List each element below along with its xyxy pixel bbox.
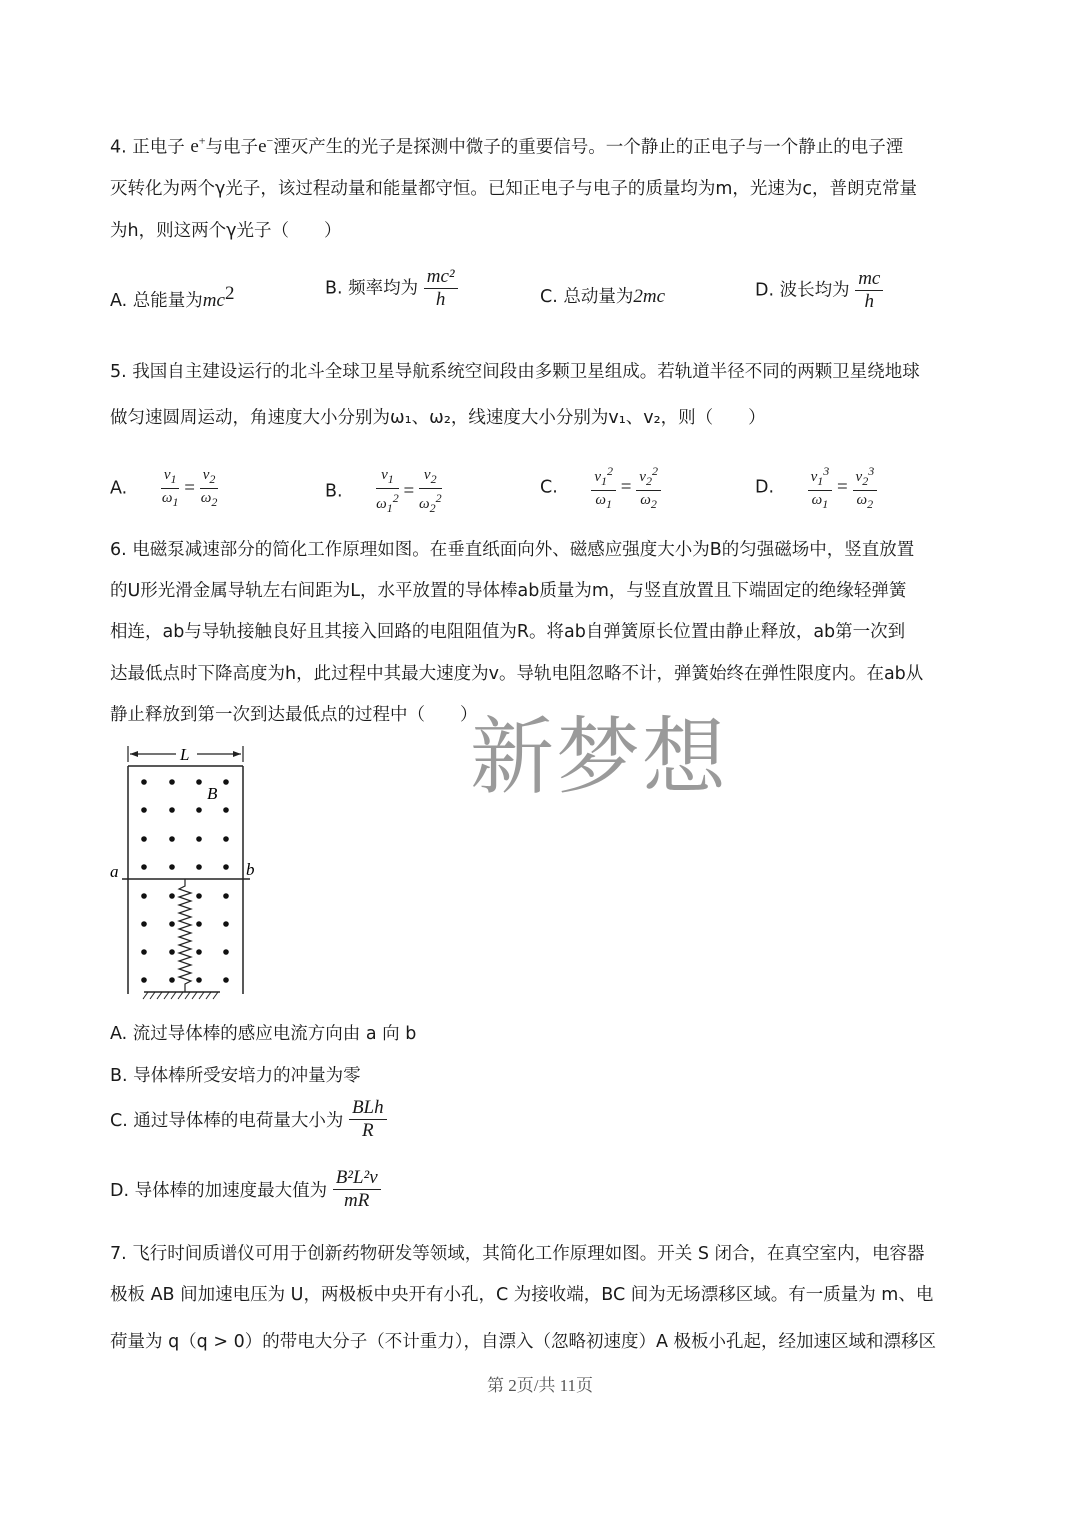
positron-symbol: e+ xyxy=(190,134,206,158)
q6-line1: 6. 电磁泵减速部分的简化工作原理如图。在垂直纸面向外、磁感应强度大小为B的匀强磁场中，竖直放置 xyxy=(110,540,915,560)
q4-line1: 4. 正电子 e+与电子e−湮灭产生的光子是探测中微子的重要信号。一个静止的正电子与一个静止的电子湮 xyxy=(110,134,904,158)
q6-line2: 的U形光滑金属导轨左右间距为L，水平放置的导体棒ab质量为m，与竖直放置且下端固定的绝缘轻弹簧 xyxy=(110,581,907,601)
q5-option-b: B. $\frac{v_1}{\omega_1^2}$ = $\frac{v_2}{\omega_2^2}$ xyxy=(325,467,442,515)
q7-line3: 荷量为 q（q > 0）的带电大分子（不计重力），自漂入（忽略初速度）A 极板小孔起，经加速区域和漂移区 xyxy=(110,1332,936,1352)
q4-option-d: D. 波长均为 $\frac{mc}{h}$ xyxy=(755,268,883,313)
label-field-b: B xyxy=(207,784,218,803)
label-b: b xyxy=(246,860,255,879)
q7-line2: 极板 AB 间加速电压为 U，两极板中央开有小孔，C 为接收端，BC 间为无场漂移区域。有一质量为 m、电 xyxy=(110,1285,934,1305)
q5-option-c: C. $\frac{v_1^2}{\omega_1}$ = $\frac{v_2^2}{\omega_2}$ xyxy=(540,462,661,513)
q4-option-c: C. 总动量为2mc xyxy=(540,286,666,307)
q5-line1: 5. 我国自主建设运行的北斗全球卫星导航系统空间段由多颗卫星组成。若轨道半径不同的两颗卫星绕地球 xyxy=(110,362,920,382)
q5-line2: 做匀速圆周运动，角速度大小分别为ω₁、ω₂，线速度大小分别为v₁、v₂，则（ ） xyxy=(110,408,766,428)
q4-option-b: B. 频率均为 $\frac{\text{mc²}}{h}$ xyxy=(325,266,458,311)
q6-option-c: C. 通过导体棒的电荷量大小为 $\frac{\text{BLh}}{R}$ xyxy=(110,1097,387,1142)
q6-line4: 达最低点时下降高度为h，此过程中其最大速度为v。导轨电阻忽略不计，弹簧始终在弹性限度内。在ab从 xyxy=(110,664,924,684)
q5-option-d: D. $\frac{v_1^3}{\omega_1}$ = $\frac{v_2^3}{\omega_2}$ xyxy=(755,462,877,513)
page-footer: 第 2页/共 11页 xyxy=(486,1376,594,1395)
spring xyxy=(179,879,191,992)
fraction: $\frac{\text{mc²}}{h}$ xyxy=(424,266,458,311)
watermark: 新梦想 xyxy=(470,708,729,806)
q6-option-b: B. 导体棒所受安培力的冲量为零 xyxy=(110,1066,361,1086)
u-rail-figure xyxy=(100,740,270,1002)
electron-symbol: e− xyxy=(258,134,274,158)
q4-line3: 为h，则这两个γ光子（ ） xyxy=(110,221,342,241)
q4-option-a: A. 总能量为$mc^2$ xyxy=(110,283,235,311)
q7-line1: 7. 飞行时间质谱仪可用于创新药物研发等领域，其简化工作原理如图。开关 S 闭合，在真空室内，电容器 xyxy=(110,1244,925,1264)
label-a: a xyxy=(110,862,119,881)
q6-option-a: A. 流过导体棒的感应电流方向由 a 向 b xyxy=(110,1024,417,1044)
fraction: $\frac{mc}{h}$ xyxy=(855,268,883,313)
q6-line3: 相连，ab与导轨接触良好且其接入回路的电阻阻值为R。将ab自弹簧原长位置由静止释放，ab第一次到 xyxy=(110,622,906,642)
q5-option-a: A. $\frac{v_1}{\omega_1}$ = $\frac{v_2}{\omega_2}$ xyxy=(110,467,218,509)
q4-line2: 灭转化为两个γ光子，该过程动量和能量都守恒。已知正电子与电子的质量均为m，光速为c，普朗克常量 xyxy=(110,179,918,199)
q6-line5: 静止释放到第一次到达最低点的过程中（ ） xyxy=(110,705,478,725)
q6-option-d: D. 导体棒的加速度最大值为 $\frac{\text{B²L²v}}{mR}$ xyxy=(110,1167,381,1212)
label-l: L xyxy=(180,745,190,764)
